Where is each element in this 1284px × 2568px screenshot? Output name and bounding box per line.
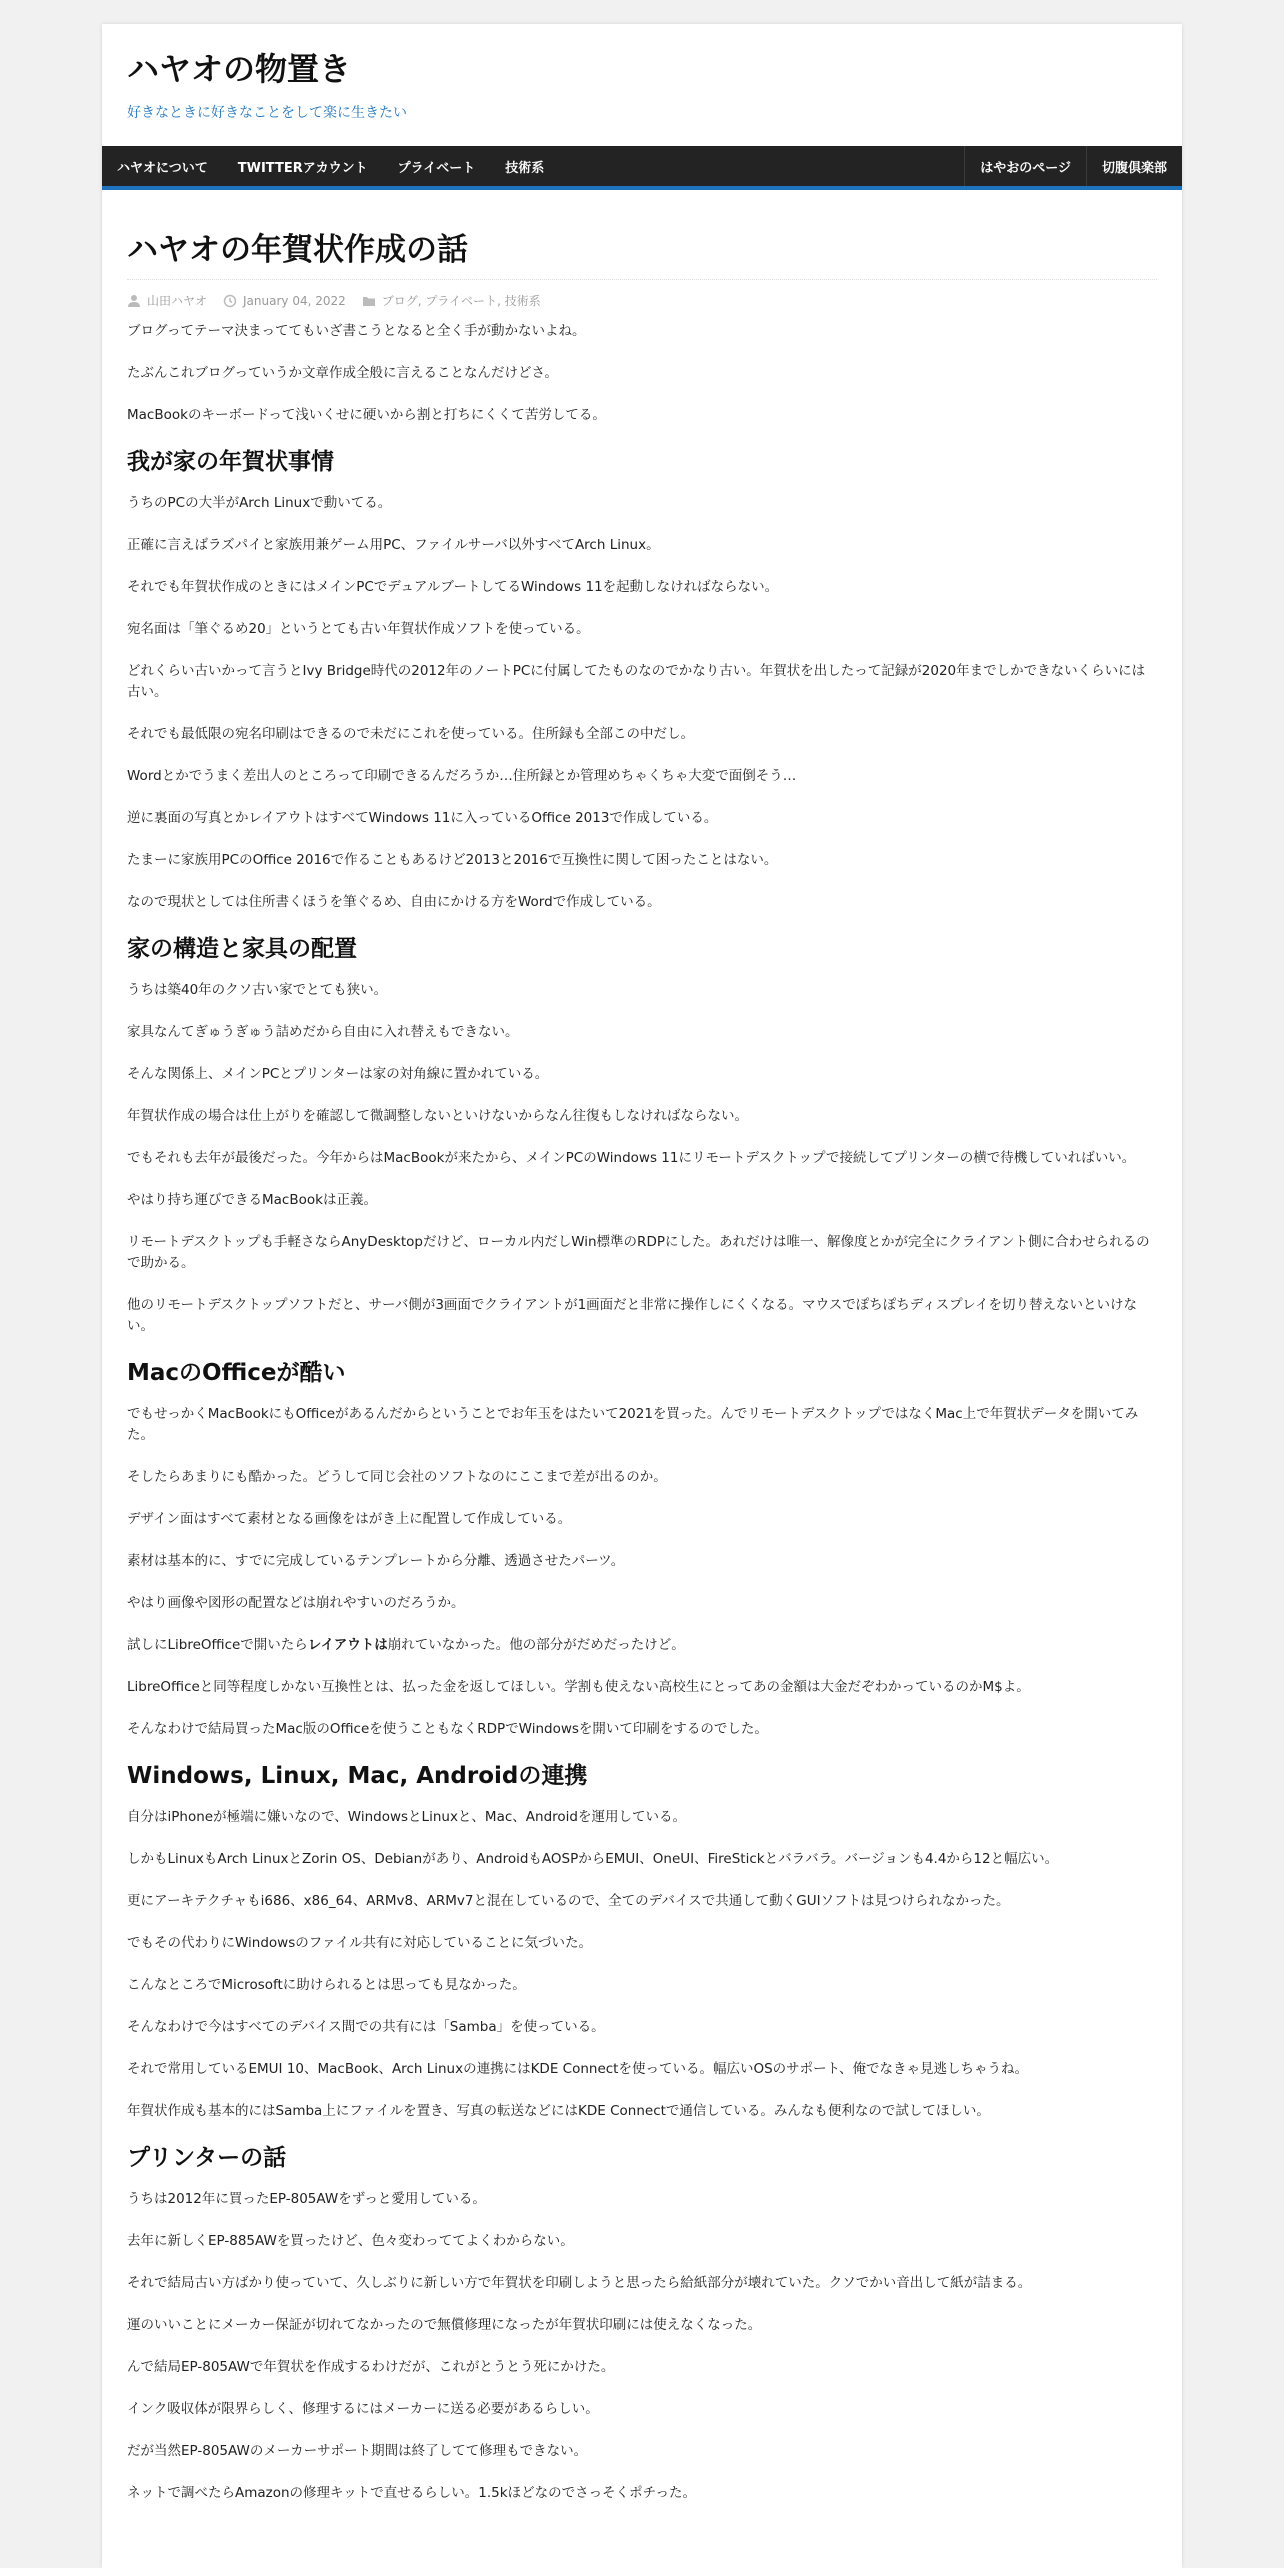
paragraph: うちは築40年のクソ古い家でとても狭い。 — [127, 982, 388, 998]
date-link[interactable]: January 04, 2022 — [243, 293, 346, 308]
paragraph: そんな関係上、メインPCとプリンターは家の対角線に置かれている。 — [127, 1066, 549, 1082]
site-tagline: 好きなときに好きなことをして楽に生きたい — [127, 105, 407, 121]
paragraph: Wordとかでうまく差出人のところって印刷できるんだろうか…住所録とか管理めちゃくちゃ大変で面倒そう… — [127, 768, 797, 784]
post-article — [127, 214, 1157, 2525]
post-meta — [127, 292, 1157, 309]
category-link-private[interactable]: プライベート — [425, 294, 498, 308]
paragraph: 素材は基本的に、すでに完成しているテンプレートから分離、透過させたパーツ。 — [127, 1553, 625, 1569]
section-heading: 我が家の年賀状事情 — [127, 449, 334, 475]
post-title: ハヤオの年賀状作成の話 — [127, 214, 1157, 280]
paragraph: なので現状としては住所書くほうを筆ぐるめ、自由にかける方をWordで作成している。 — [127, 894, 661, 910]
nav-left-group — [102, 146, 559, 186]
page-container — [102, 24, 1182, 2568]
nav-item-about[interactable]: ハヤオについて — [117, 160, 208, 176]
paragraph: 正確に言えばラズパイと家族用兼ゲーム用PC、ファイルサーバ以外すべてArch Linux。 — [127, 537, 660, 553]
paragraph-text: 試しにLibreOfficeで開いたら — [127, 1637, 308, 1653]
paragraph: うちのPCの大半がArch Linuxで動いてる。 — [127, 495, 392, 511]
paragraph-text: 崩れていなかった。他の部分がだめだったけど。 — [387, 1637, 685, 1653]
paragraph: そんなわけで結局買ったMac版のOfficeを使うこともなくRDPでWindowsを開いて印刷をするのでした。 — [127, 1721, 768, 1737]
paragraph: やはり画像や図形の配置などは崩れやすいのだろうか。 — [127, 1595, 465, 1611]
paragraph: こんなところでMicrosoftに助けられるとは思っても見なかった。 — [127, 1977, 526, 1993]
nav-item-seppuku-club[interactable]: 切腹倶楽部 — [1086, 146, 1182, 186]
post-date — [223, 294, 346, 308]
paragraph: それでも年賀状作成のときにはメインPCでデュアルブートしてるWindows 11を起動しなければならない。 — [127, 579, 779, 595]
paragraph: やはり持ち運びできるMacBookは正義。 — [127, 1192, 377, 1208]
paragraph: ブログってテーマ決まっててもいざ書こうとなると全く手が動かないよね。 — [127, 323, 586, 339]
paragraph: そんなわけで今はすべてのデバイス間での共有には「Samba」を使っている。 — [127, 2019, 605, 2035]
paragraph — [127, 1635, 1157, 1656]
nav-item-twitter[interactable]: TWITTERアカウント — [237, 160, 368, 176]
category-list: ブログ, プライベート, 技術系 — [381, 294, 541, 308]
paragraph: インク吸収体が限界らしく、修理するにはメーカーに送る必要があるらしい。 — [127, 2401, 599, 2417]
main-navigation — [102, 146, 1182, 190]
site-title[interactable]: ハヤオの物置き — [127, 50, 352, 88]
paragraph: リモートデスクトップも手軽さならAnyDesktopだけど、ローカル内だしWin標準のRDPにした。あれだけは唯一、解像度とかが完全にクライアント側に合わせられるので助かる。 — [127, 1234, 1150, 1271]
paragraph: デザイン面はすべて素材となる画像をはがき上に配置して作成している。 — [127, 1511, 572, 1527]
clock-icon — [223, 294, 237, 308]
paragraph: 自分はiPhoneが極端に嫌いなので、WindowsとLinuxと、Mac、Androidを運用している。 — [127, 1809, 686, 1825]
nav-item-hayao-page[interactable]: はやおのページ — [964, 146, 1086, 186]
paragraph: それでも最低限の宛名印刷はできるので未だにこれを使っている。住所録も全部この中だし。 — [127, 726, 694, 742]
paragraph: 去年に新しくEP-885AWを買ったけど、色々変わっててよくわからない。 — [127, 2233, 574, 2249]
section-heading: プリンターの話 — [127, 2145, 287, 2171]
paragraph: 運のいいことにメーカー保証が切れてなかったので無償修理になったが年賀状印刷には使えなくなった。 — [127, 2317, 762, 2333]
paragraph: そしたらあまりにも酷かった。どうして同じ会社のソフトなのにここまで差が出るのか。 — [127, 1469, 667, 1485]
user-icon — [127, 294, 141, 308]
category-link-blog[interactable]: ブログ — [381, 294, 418, 308]
paragraph: しかもLinuxもArch LinuxとZorin OS、Debianがあり、AndroidもAOSPからEMUI、OneUI、FireStickとバラバラ。バージョンも4.4から12と幅広い。 — [127, 1851, 1059, 1867]
paragraph: 逆に裏面の写真とかレイアウトはすべてWindows 11に入っているOffice 2013で作成している。 — [127, 810, 718, 826]
paragraph: だが当然EP-805AWのメーカーサポート期間は終了してて修理もできない。 — [127, 2443, 588, 2459]
paragraph: MacBookのキーボードって浅いくせに硬いから割と打ちにくくて苦労してる。 — [127, 407, 606, 423]
paragraph-bold-text: レイアウトは — [307, 1637, 388, 1653]
paragraph: ネットで調べたらAmazonの修理キットで直せるらしい。1.5kほどなのでさっそくポチった。 — [127, 2485, 697, 2501]
nav-item-private[interactable]: プライベート — [397, 160, 476, 176]
paragraph: LibreOfficeと同等程度しかない互換性とは、払った金を返してほしい。学割も使えない高校生にとってあの金額は大金だぞわかっているのかM$よ。 — [127, 1679, 1030, 1695]
author-link[interactable]: 山田ハヤオ — [147, 294, 208, 308]
category-link-tech[interactable]: 技術系 — [504, 294, 541, 308]
post-categories — [362, 292, 541, 309]
folder-icon — [362, 294, 376, 308]
paragraph: 他のリモートデスクトップソフトだと、サーバ側が3画面でクライアントが1画面だと非常に操作しにくくなる。マウスでぽちぽちディスプレイを切り替えないといけない。 — [127, 1297, 1137, 1334]
section-heading: Windows, Linux, Mac, Androidの連携 — [127, 1763, 588, 1789]
paragraph: たまーに家族用PCのOffice 2016で作ることもあるけど2013と2016で互換性に関して困ったことはない。 — [127, 852, 778, 868]
section-heading: 家の構造と家具の配置 — [127, 936, 357, 962]
paragraph: 宛名面は「筆ぐるめ20」というとても古い年賀状作成ソフトを使っている。 — [127, 621, 590, 637]
paragraph: どれくらい古いかって言うとIvy Bridge時代の2012年のノートPCに付属してたものなのでかなり古い。年賀状を出したって記録が2020年までしかできないくらいには古い。 — [127, 663, 1146, 700]
paragraph: 更にアーキテクチャもi686、x86_64、ARMv8、ARMv7と混在しているので、全てのデバイスで共通して動くGUIソフトは見つけられなかった。 — [127, 1893, 1010, 1909]
paragraph: それで常用しているEMUI 10、MacBook、Arch Linuxの連携にはKDE Connectを使っている。幅広いOSのサポート、俺でなきゃ見逃しちゃうね。 — [127, 2061, 1028, 2077]
post-author — [127, 292, 207, 309]
site-header — [102, 24, 1182, 146]
paragraph: それで結局古い方ばかり使っていて、久しぶりに新しい方で年賀状を印刷しようと思ったら給紙部分が壊れていた。クソでかい音出して紙が詰まる。 — [127, 2275, 1032, 2291]
nav-item-tech[interactable]: 技術系 — [505, 160, 545, 176]
paragraph: 年賀状作成の場合は仕上がりを確認して微調整しないといけないからなん往復もしなければならない。 — [127, 1108, 748, 1124]
section-heading: MacのOfficeが酷い — [127, 1360, 346, 1386]
paragraph: 年賀状作成も基本的にはSamba上にファイルを置き、写真の転送などにはKDE Connectで通信している。みんなも便利なので試してほしい。 — [127, 2103, 990, 2119]
paragraph: でもそれも去年が最後だった。今年からはMacBookが来たから、メインPCのWindows 11にリモートデスクトップで接続してプリンターの横で待機していればいい。 — [127, 1150, 1136, 1166]
paragraph: でもその代わりにWindowsのファイル共有に対応していることに気づいた。 — [127, 1935, 592, 1951]
paragraph: うちは2012年に買ったEP-805AWをずっと愛用している。 — [127, 2191, 486, 2207]
paragraph: でもせっかくMacBookにもOfficeがあるんだからということでお年玉をはたいて2021を買った。んでリモートデスクトップではなくMac上で年賀状データを開いてみた。 — [127, 1406, 1139, 1443]
paragraph: 家具なんてぎゅうぎゅう詰めだから自由に入れ替えもできない。 — [127, 1024, 519, 1040]
post-body — [127, 321, 1157, 2504]
nav-right-group — [964, 146, 1182, 186]
paragraph: んで結局EP-805AWで年賀状を作成するわけだが、これがとうとう死にかけた。 — [127, 2359, 615, 2375]
paragraph: たぶんこれブログっていうか文章作成全般に言えることなんだけどさ。 — [127, 365, 558, 381]
